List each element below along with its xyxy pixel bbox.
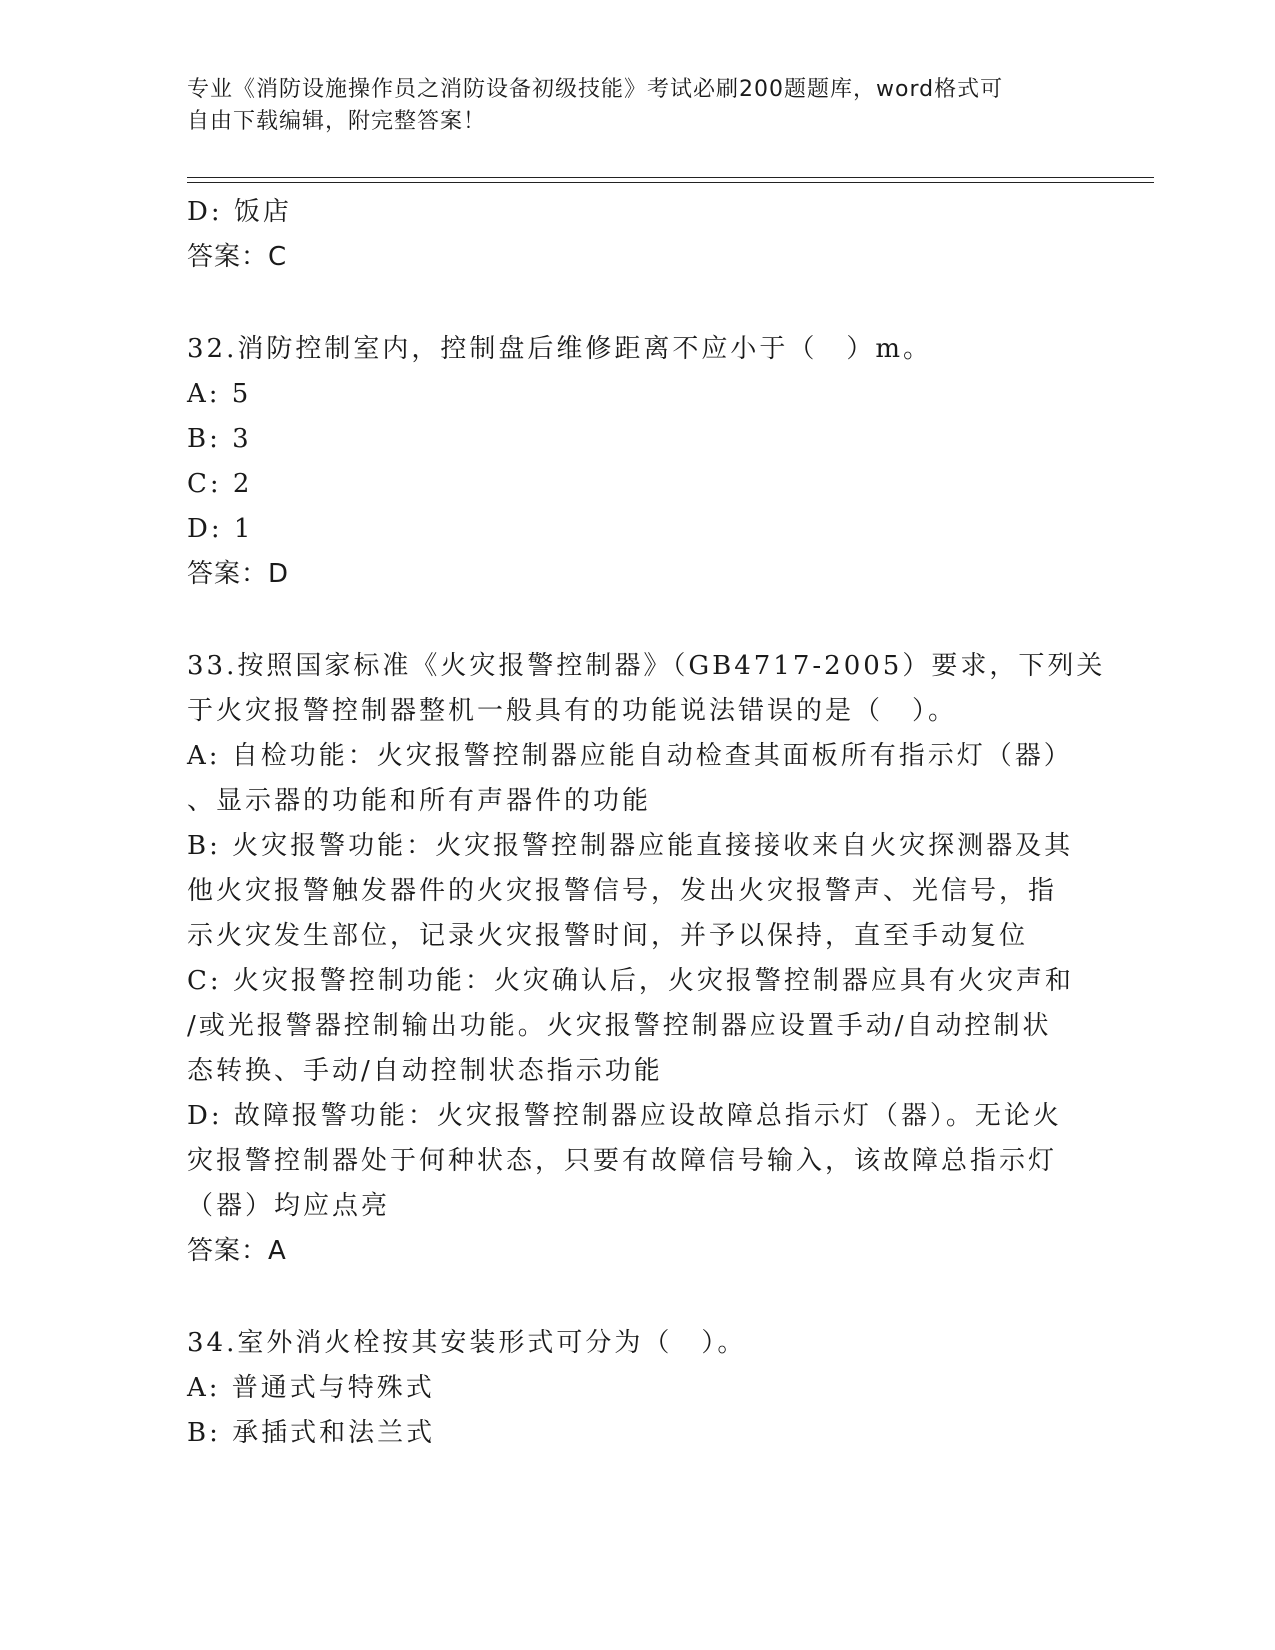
q34-option-b: B: 承插式和法兰式 [187, 1418, 436, 1448]
prev-option-d: D: 饭店 [187, 197, 292, 227]
q33-stem-line-1: 33.按照国家标准《火灾报警控制器》（GB4717-2005）要求，下列关 [187, 651, 1106, 681]
header-line-2: 自由下载编辑，附完整答案！ [187, 109, 487, 134]
header-rule-top [187, 177, 1154, 178]
q33-option-c-line-1: C: 火灾报警控制功能：火灾确认后，火灾报警控制器应具有火灾声和 [187, 966, 1074, 996]
q33-option-a-line-1: A: 自检功能：火灾报警控制器应能自动检查其面板所有指示灯（器） [187, 741, 1073, 771]
q32-option-c: C: 2 [187, 469, 253, 499]
q33-option-a-line-2: 、显示器的功能和所有声器件的功能 [187, 786, 652, 816]
q34-option-a: A: 普通式与特殊式 [187, 1373, 435, 1403]
q32-option-a: A: 5 [187, 379, 252, 409]
question-content [187, 190, 1106, 1456]
q33-answer: 答案：A [187, 1236, 287, 1266]
spacer [187, 280, 1087, 327]
q34-stem: 34.室外消火栓按其安装形式可分为（ ）。 [187, 1328, 747, 1358]
page-header [187, 74, 1087, 138]
prev-answer: 答案：C [187, 242, 288, 272]
q33-option-b-line-2: 他火灾报警触发器件的火灾报警信号，发出火灾报警声、光信号，指 [187, 876, 1058, 906]
q33-option-c-line-3: 态转换、手动/自动控制状态指示功能 [187, 1056, 663, 1086]
q33-option-d-line-3: （器）均应点亮 [187, 1191, 391, 1221]
q33-option-d-line-2: 灾报警控制器处于何种状态，只要有故障信号输入，该故障总指示灯 [187, 1146, 1058, 1176]
q33-option-b-line-3: 示火灾发生部位，记录火灾报警时间，并予以保持，直至手动复位 [187, 921, 1029, 951]
spacer [187, 597, 1087, 644]
q33-option-c-line-2: /或光报警器控制输出功能。火灾报警控制器应设置手动/自动控制状 [187, 1011, 1052, 1041]
q32-answer: 答案：D [187, 559, 290, 589]
q32-stem: 32.消防控制室内，控制盘后维修距离不应小于（ ）m。 [187, 334, 933, 364]
header-rule-bottom [187, 182, 1154, 183]
q32-option-b: B: 3 [187, 424, 252, 454]
q32-option-d: D: 1 [187, 514, 254, 544]
header-line-1: 专业《消防设施操作员之消防设备初级技能》考试必刷200题题库，word格式可 [187, 77, 1004, 102]
spacer [187, 1274, 1087, 1321]
q33-stem-line-2: 于火灾报警控制器整机一般具有的功能说法错误的是（ ）。 [187, 696, 958, 726]
q33-option-d-line-1: D: 故障报警功能：火灾报警控制器应设故障总指示灯（器）。无论火 [187, 1101, 1062, 1131]
q33-option-b-line-1: B: 火灾报警功能：火灾报警控制器应能直接接收来自火灾探测器及其 [187, 831, 1074, 861]
